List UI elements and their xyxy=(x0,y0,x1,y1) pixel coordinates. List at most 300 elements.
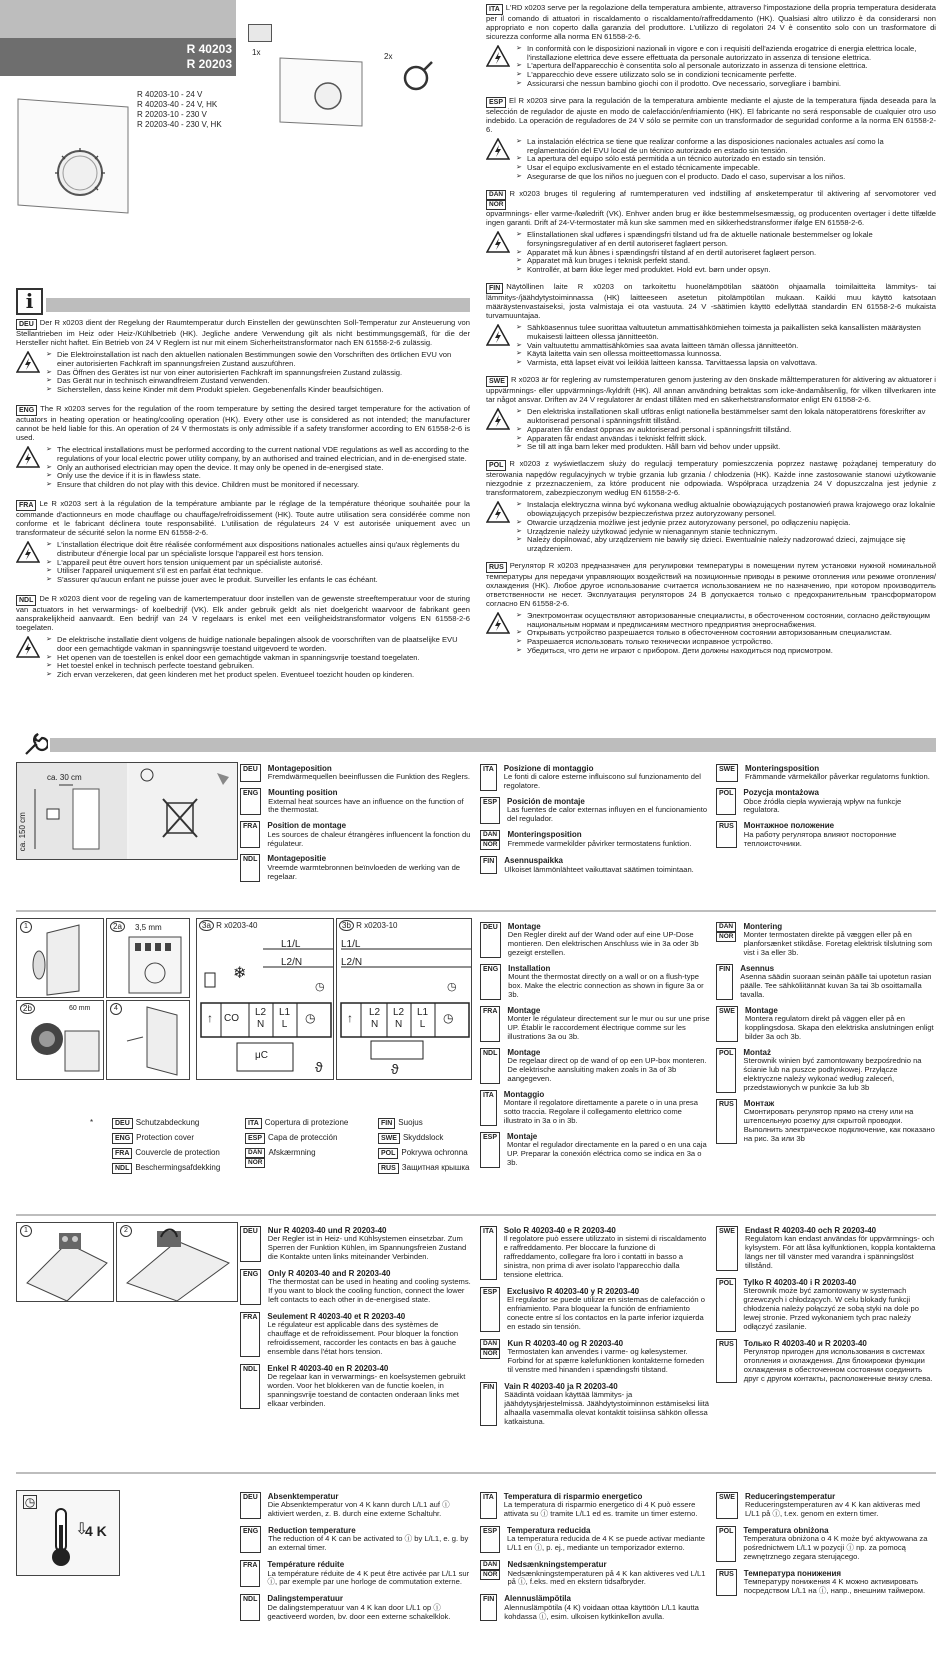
warning-item: ➢ Varmista, että lapset eivät voi leikkiä laitteen kanssa. Tarvittaessa lapsia on valvottava. xyxy=(516,359,936,368)
intro-eng xyxy=(16,405,470,490)
warning-block xyxy=(486,324,936,368)
fig-number: 1 xyxy=(20,1225,32,1237)
lang-label: ENG xyxy=(240,788,261,815)
dimension-label: 60 mm xyxy=(69,1005,91,1012)
intro-text: The R x0203 serves for the regulation of the room temperature by setting the desired target temperature for the activation of actuators in heating operation or heating/cooling operation (HK). Every other use is considered as not intended; the manufacturer cannot be held liable for this. An operation of 24 V thermostats is only admissible if a safety transformer according to EN 61558-2-6 is used. xyxy=(16,404,470,442)
entry-text: Fremmede varmekilder påvirker termostatens funktion. xyxy=(507,838,692,848)
entry-title: Montage xyxy=(744,1005,778,1015)
lang-label: DEU xyxy=(240,764,261,782)
lang-label: ITA xyxy=(245,1118,262,1129)
warning-item: ➢ The electrical installations must be performed according to the current national VDE regulations as well as according to the regulations of your local electric power utility company, by an authorised and trained electrician, and in de-energised state. xyxy=(46,446,470,464)
mounting-pos-col-3 xyxy=(716,764,936,854)
warning-item: ➢ Należy dopilnować, aby urządzeniem nie bawiły się dzieci. Ewentualnie należy nadzorować dzieci, zajmujące się urządzeniem. xyxy=(516,536,936,554)
entry-text: Il regolatore può essere utilizzato in sistemi di riscaldamento e raffreddamento. Per bloccare la funzione di raffreddamento, collegare fra loro i contatti in basso a sinistra, non prima di aver isolato l'apparecchio dalla tensione elettrica. xyxy=(503,1234,707,1279)
intro-text: El R x0203 sirve para la regulación de la temperatura ambiente mediante el ajuste de la temperatura fijada deseada para la selección de regulador de ajuste en modo de calefacción/enfriamiento (HK). El fabricante no será responsable de cualquier otro uso indebido. La operación de reguladores de 24 V sólo se permite con un transformador de seguridad conforme a la norma EN 61558-2-6. xyxy=(486,96,936,134)
lang-label: POL xyxy=(486,460,506,471)
entry-title: Montageposition xyxy=(267,764,332,773)
terminal-label: N xyxy=(370,1019,379,1030)
mounting-section-bar xyxy=(50,738,936,752)
entry-text: Monter termostaten direkte på væggen eller på en planforsænket stikdåse. Foretag elektrisk tilslutning som vist i 3a eller 3b. xyxy=(743,930,933,958)
entry-title: Монтажное положение xyxy=(743,821,835,831)
warning-item: ➢ In conformità con le disposizioni nazionali in vigore e con i requisiti dell'azienda erogatrice di energia elettrica locale, l'installazione elettrica deve essere effettuata da personale autorizzato in assenza di tensione elettrica. xyxy=(516,45,936,63)
arrow-up-icon: ↑ xyxy=(347,1011,353,1025)
variant-3: R 20203-10 - 230 V xyxy=(137,110,207,119)
electric-warning-icon xyxy=(486,138,510,160)
intro-pol xyxy=(486,460,936,554)
lang-label: RUS xyxy=(716,1339,737,1384)
warning-item: ➢ S'assurer qu'aucun enfant ne puisse jouer avec le produit. Surveiller les enfants le cas échéant. xyxy=(46,576,470,585)
entry-text: Las fuentes de calor externas influyen en el funcionamiento del regulador. xyxy=(507,805,708,824)
legend-text: Schutzabdeckung xyxy=(135,1118,200,1127)
cooling-fig-2 xyxy=(116,1222,238,1302)
entry-title: Enkel R 40203-40 en R 20203-40 xyxy=(267,1363,389,1373)
lang-label: FIN xyxy=(480,856,497,874)
intro-text: De R x0203 dient voor de regeling van de kamertemperatuur door instellen van de gewenste streeftemperatuur voor de sturing van actuators in het verwarmings- of koelbedrijf (VK). Elk ander gebruik geldt als niet doelgericht waarvoor de fabrikant geen aansprakelijkheid aanvaardt. Een bedrijf van 24 V regelaars is enkel met een veiligheidstransformator volgens EN 61558-2-6 toegelaten. xyxy=(16,594,470,632)
setback-value: 4 K xyxy=(85,1523,107,1539)
intro-swe xyxy=(486,376,936,452)
warning-block xyxy=(486,501,936,554)
fig-number: 2b xyxy=(20,1003,35,1014)
warning-block xyxy=(16,446,470,490)
warning-block xyxy=(486,231,936,275)
terminal-label: CO xyxy=(224,1013,239,1024)
lang-label: NOR xyxy=(480,840,500,850)
warning-item: ➢ Instalacja elektryczna winna być wykonana według aktualnie obowiązujących postanowień prawa krajowego oraz lokalnie obowiązujących przepisów bezpieczeństwa przez autoryzowany personel. xyxy=(516,501,936,519)
setback-entry xyxy=(716,1526,936,1562)
entry-text: Le fonti di calore esterne influiscono sul funzionamento del regolatore. xyxy=(503,772,701,791)
entry-text: La température réduite de 4 K peut être activée par L/L1 sur ⓘ, par exemple par une horloge de commutation externe. xyxy=(267,1568,470,1587)
cooling-entry xyxy=(240,1312,472,1357)
montage-entry xyxy=(716,1006,936,1042)
lang-label: ITA xyxy=(480,764,497,791)
intro-text: Регулятор R x0203 предназначен для регулировки температуры в помещении путем установки нужной номинальной температуры для передачи управляющих воздействий на позиционные приводы в режиме отопления или режиме отопления/охлаждения (HK). Любое другое использование считается использованием не по назначению, при котором производитель ответственности не несет. Эксплуатация регуляторов 24 В допускается только с предохранительным трансформатором согласно EN 61558-2-6. xyxy=(486,561,936,608)
entry-text: Ulkoiset lämmönlähteet vaikuttavat säätimen toimintaan. xyxy=(504,864,694,874)
legend-text: Pokrywa ochronna xyxy=(401,1148,468,1157)
intro-ndl xyxy=(16,595,470,680)
cooling-entry xyxy=(240,1364,472,1409)
footnote-star: * xyxy=(90,1118,94,1127)
lang-label: NDL xyxy=(16,595,36,606)
electric-warning-icon xyxy=(486,408,510,430)
terminal-label: L2 xyxy=(393,1007,405,1018)
intro-fra xyxy=(16,500,470,585)
legend-text: Suojus xyxy=(398,1118,423,1127)
entry-title: Endast R 40203-40 och R 20203-40 xyxy=(744,1226,877,1235)
mounting-pos-entry xyxy=(480,830,710,850)
setback-entry xyxy=(716,1569,936,1596)
lang-label: ENG xyxy=(16,405,37,416)
terminal-label: L1 xyxy=(279,1007,291,1018)
intro-esp xyxy=(486,97,936,182)
entry-title: Reduceringstemperatur xyxy=(744,1492,836,1501)
montage-col-1 xyxy=(480,922,712,1174)
lang-label: POL xyxy=(378,1148,398,1159)
entry-text: Der Regler ist in Heiz- und Kühlsystemen einsetzbar. Zum Sperren der Funktion Kühlen, im Spannungsfreien Zustand die Kontakte unten links miteinander Verbinden. xyxy=(267,1234,467,1262)
setback-entry xyxy=(716,1492,936,1519)
lang-label: POL xyxy=(716,1526,736,1562)
warning-block xyxy=(16,351,470,395)
montage-col-2 xyxy=(716,922,936,1150)
warning-item: ➢ De elektrische installatie dient volgens de huidige nationale bepalingen alsook de voorschriften van de plaatselijke EVU door een gemachtigde vakman in spanningsvrije toestand uitgevoerd te worden. xyxy=(46,636,470,654)
ring-accessory-icon xyxy=(402,58,436,92)
entry-title: Temperatura reducida xyxy=(507,1526,591,1536)
lang-label: ENG xyxy=(240,1526,261,1553)
lang-label: ESP xyxy=(486,97,506,108)
variant-1: R 40203-10 - 24 V xyxy=(137,90,203,99)
intro-text: Le R x0203 sert à la régulation de la température ambiante par le réglage de la température théorique souhaitée pour la commande d'actionneurs en mode chauffage ou chauffage/refroidissement (HK). Toute autre utilisation sera considérée comme non conforme et le fabricant déclinera toute responsabilité. L'utilisation de régulateurs 24 V est autorisée uniquement avec un transformateur de sécurité selon la norme EN 61558-2-6. xyxy=(16,499,470,537)
thermometer-icon xyxy=(47,1507,75,1569)
entry-text: Asenna säädin suoraan seinän päälle tai upotetun rasian päälle. Tee sähköliitännät kuvan 3a tai 3b osoittamalla tavalla. xyxy=(740,972,932,1000)
mounting-position-figure xyxy=(16,762,238,860)
warning-item: ➢ Разрешается использовать только технически исправное устройство. xyxy=(516,638,936,647)
electric-warning-icon xyxy=(16,351,40,373)
entry-text: Obce źródła ciepła wywierają wpływ na funkcje regulatora. xyxy=(743,796,902,815)
warning-item: ➢ Ensure that children do not play with this device. Children must be monitored if necessary. xyxy=(46,481,470,490)
variant-2: R 40203-40 - 24 V, HK xyxy=(137,100,218,109)
entry-title: Reduction temperature xyxy=(268,1526,356,1536)
lang-label: SWE xyxy=(486,376,508,387)
entry-title: Только R 40203-40 и R 20203-40 xyxy=(743,1338,867,1348)
fig-1 xyxy=(16,918,104,998)
package-icon xyxy=(248,24,272,42)
entry-text: Termostaten kan anvendes i varme- og kølesystemer. Forbind for at spærre kølefunktionen kontakterne forneden til venstre med hinanden i spændingsfri tilstand. xyxy=(507,1346,705,1374)
setback-entry xyxy=(480,1594,710,1621)
entry-title: Vain R 40203-40 ja R 20203-40 xyxy=(504,1381,618,1391)
warning-item: ➢ Apparaten får endast öppnas av auktoriserad personal i spänningsfritt tillstånd. xyxy=(516,426,936,435)
lang-label: DEU xyxy=(112,1118,133,1129)
entry-title: Nedsænkningstemperatur xyxy=(507,1560,607,1570)
mounting-pos-entry xyxy=(716,788,936,815)
mounting-pos-entry xyxy=(480,856,710,874)
temperature-symbol: ϑ xyxy=(315,1059,323,1075)
warning-item: ➢ L'appareil peut être ouvert hors tension uniquement par un spécialiste autorisé. xyxy=(46,559,470,568)
lang-label: ITA xyxy=(480,1090,497,1126)
warning-item: ➢ Käytä laitetta vain sen ollessa moitteettomassa kunnossa. xyxy=(516,350,936,359)
electric-warning-icon xyxy=(16,636,40,658)
warning-item: ➢ Открывать устройство разрешается только в обесточенном состоянии авторизованным специалистам. xyxy=(516,629,936,638)
lang-label: DAN xyxy=(480,830,500,840)
entry-text: Les sources de chaleur étrangères influencent la fonction du régulateur. xyxy=(267,829,471,848)
electric-warning-icon xyxy=(486,231,510,253)
thermostat-small-image xyxy=(278,56,368,128)
warning-block xyxy=(486,408,936,452)
snowflake-icon: ❄ xyxy=(233,965,247,982)
setback-col-3 xyxy=(716,1492,936,1602)
setback-col-2 xyxy=(480,1492,710,1627)
lang-label: NDL xyxy=(240,1594,260,1621)
setback-entry xyxy=(240,1594,472,1621)
montage-entry xyxy=(716,1099,936,1144)
entry-text: Die Absenktemperatur von 4 K kann durch L/L1 auf ⓘ aktiviert werden, z. B. durch eine externe Schaltuhr. xyxy=(267,1500,450,1519)
distance-label: ca. 30 cm xyxy=(47,773,82,782)
terminal-label: L2 xyxy=(255,1007,267,1018)
warning-item: ➢ Elinstallationen skal udføres i spændingsfri tilstand ud fra de aktuelle nationale bestemmelser og lokale forsyningsregulativer af en dertil autoriseret fagløert person. xyxy=(516,231,936,249)
terminal-label: L1/L xyxy=(281,939,301,950)
lang-label: DAN xyxy=(480,1560,500,1570)
lang-label: DEU xyxy=(480,922,501,958)
montage-entry xyxy=(716,922,936,958)
montage-entry xyxy=(480,1048,712,1084)
setback-entry xyxy=(480,1560,710,1587)
warning-item: ➢ Se till att inga barn leker med produkten. Håll barn vid behov under uppsikt. xyxy=(516,443,936,452)
lang-label: ENG xyxy=(480,964,501,1000)
entry-title: Only R 40203-40 and R 20203-40 xyxy=(268,1268,391,1278)
entry-text: Temperatura obniżona o 4 K może być aktywowana za pośrednictwem L/L1 w pozycji ⓘ np. za pomocą zewnętrznego zegara sterującego. xyxy=(743,1534,928,1562)
electric-warning-icon xyxy=(486,45,510,67)
setback-col-1 xyxy=(240,1492,472,1627)
lang-label: DAN xyxy=(486,190,506,200)
entry-text: De regelaar direct op de wand of op een UP-box monteren. De elektrische aansluiting maken zoals in 3a of 3b aangegeven. xyxy=(507,1056,707,1084)
lang-label: ENG xyxy=(112,1133,133,1144)
entry-text: Температуру понижения 4 K можно активировать посредством L/L1 на ⓘ, напр., внешним таймером. xyxy=(743,1577,926,1596)
warning-item: ➢ Utiliser l'appareil uniquement s'il est en parfait état technique. xyxy=(46,567,470,576)
intro-right-column xyxy=(486,4,936,656)
lang-label: FIN xyxy=(480,1594,497,1621)
entry-title: Solo R 40203-40 e R 20203-40 xyxy=(503,1226,616,1235)
lang-label: ENG xyxy=(240,1269,261,1305)
mounting-pos-entry xyxy=(240,854,472,881)
separator xyxy=(16,1214,936,1216)
legend-text: Защитная крышка xyxy=(401,1163,470,1172)
entry-title: Monteringsposition xyxy=(507,830,582,840)
entry-title: Seulement R 40203-40 et R 20203-40 xyxy=(267,1311,406,1321)
montage-entry xyxy=(480,922,712,958)
warning-item: ➢ Assicurarsi che nessun bambino giochi con il prodotto. Ove necessario, sorvegliare i bambini. xyxy=(516,80,936,89)
fig-number: 1 xyxy=(20,921,32,933)
cooling-fig-1 xyxy=(16,1222,114,1302)
intro-fin xyxy=(486,283,936,368)
legend-text: Afskærmning xyxy=(268,1148,316,1157)
entry-text: Regulatorn kan endast användas för uppvärmnings- och kylsystem. För att låsa kylfunktionen, koppla kontakterna längs ner till vänster med varandra i spänningslöst tillstånd. xyxy=(744,1234,936,1270)
lang-label: FRA xyxy=(240,821,260,848)
intro-text: R x0203 är för reglering av rumstemperaturen genom justering av den önskade målttemperaturen för aktivering av aktuatorer i uppvärmnings- eller uppvärmnings-/kyldrift (HK). All annan användning betraktas som icke-ändamålsenlig, för vilken tillverkaren inte tar något ansvar. Driften av 24 V regulatorer är endast tillåten med en säkerhetstransformator enligt EN 61558-2-6. xyxy=(486,375,936,404)
lang-label: FRA xyxy=(112,1148,132,1159)
terminal-label: N xyxy=(394,1019,403,1030)
model-title-bar xyxy=(0,38,236,76)
entry-text: Nedsænkningstemperaturen på 4 K kan aktiveres ved L/L1 på ⓘ, f.eks. med en ekstern tidsafbryder. xyxy=(507,1568,706,1587)
temperature-symbol: ϑ xyxy=(391,1061,399,1077)
lang-label: RUS xyxy=(378,1163,399,1174)
fig-number: 3b xyxy=(339,920,354,931)
setback-entry xyxy=(480,1492,710,1519)
intro-text: R x0203 z wyświetlaczem służy do regulacji temperatury pomieszczenia poprzez nastawę pożądanej temperatury do sterowania napędów regulacyjnych w trybie grzania lub grzania / chłodzenia (HK). Każde inne zastosowanie stanowi użytkowanie niezgodnie z przeznaczeniem, za które producent nie odpowiada. Współpraca urządzenia 24 V dopuszczalna jest jedynie z transformatorem, zabezpieczonym według EN 61558-2-6. xyxy=(486,459,936,497)
cooling-entry xyxy=(480,1382,710,1427)
entry-text: The reduction of 4 K can be activated to ⓘ by L/L1, e. g. by an external timer. xyxy=(268,1534,469,1553)
legend-text: Copertura di protezione xyxy=(264,1118,349,1127)
lang-label: NDL xyxy=(112,1163,132,1174)
entry-title: Installation xyxy=(508,963,551,973)
terminal-label: L xyxy=(419,1019,426,1030)
lang-label: ITA xyxy=(486,4,503,15)
entry-title: Asennuspaikka xyxy=(504,856,563,866)
montage-entry xyxy=(716,1048,936,1093)
entry-title: Montage xyxy=(507,1005,541,1015)
terminal-open-drawing xyxy=(17,1223,115,1303)
entry-text: Vreemde warmtebronnen beïnvloeden de werking van de regelaar. xyxy=(267,862,461,881)
lang-label: ESP xyxy=(245,1133,265,1144)
terminal-label: L1 xyxy=(417,1007,429,1018)
cooling-col-2 xyxy=(480,1226,710,1432)
fig-2a xyxy=(106,918,190,998)
entry-text: Främmande värmekällor påverkar regulatorns funktion. xyxy=(744,772,930,782)
entry-title: Alennuslämpötila xyxy=(504,1594,571,1604)
terminal-label: L xyxy=(281,1019,288,1030)
fig-number: 2a xyxy=(110,921,125,932)
microcontroller-label: μC xyxy=(255,1050,268,1061)
lang-label: NOR xyxy=(486,200,506,210)
entry-text: Le régulateur est applicable dans des systèmes de chauffage et de refroidissement. Pour bloquer la fonction refroidissement, raccorder les contacts en bas à gauche ensemble dans l'état hors tension. xyxy=(267,1320,459,1356)
lang-label: ITA xyxy=(480,1492,497,1519)
cooling-entry xyxy=(240,1226,472,1262)
mounting-pos-entry xyxy=(480,764,710,791)
cooling-entry xyxy=(480,1226,710,1280)
thermostat-large-image xyxy=(16,95,136,215)
lang-label: DAN xyxy=(245,1148,265,1158)
entry-title: Montaggio xyxy=(503,1089,545,1099)
entry-text: Reduceringstemperaturen av 4 K kan aktiveras med L/L1 på ⓘ, t.ex. genom en extern timer. xyxy=(744,1500,921,1519)
terminal-label: N xyxy=(256,1019,265,1030)
entry-text: Fremdwärmequellen beeinflussen die Funktion des Reglers. xyxy=(267,772,470,782)
entry-title: Температура понижения xyxy=(743,1569,842,1579)
entry-text: Montare il regolatore direttamente a parete o in una presa sotto traccia. Regolare il collegamento elettrico come illustrato in 3a o in 3b. xyxy=(503,1098,698,1126)
warning-item: ➢ Urządzenie należy użytkować jedynie w nienagannym stanie technicznym. xyxy=(516,528,936,537)
entry-title: Monteringsposition xyxy=(744,764,820,773)
entry-text: Alennuslämpötila (4 K) voidaan ottaa käyttöön L/L1 kautta kohdassa ⓘ, esim. ulkoisen kytkinkellon avulla. xyxy=(504,1602,699,1621)
lang-label: NOR xyxy=(716,932,736,942)
mounting-pos-entry xyxy=(480,797,710,824)
intro-text: Näytöllinen laite R x0203 on tarkoitettu huonelämpötilan säätöön ohjaamalla toimilaitteita lämmitys- tai lämmitys-/jäähdytystoiminnassa (HK) laitteeseen asetetun pitolämpötilan mukaan. Kaikki muu käyttö katsotaan määräystenvastaiseksi, josta valmistaja ei ota vastuuta. 24 V -säätimien käyttö edellyttää standardin EN 61558-2-6 mukaista turvamuuntajaa. xyxy=(486,282,936,320)
entry-title: Mounting position xyxy=(268,788,338,798)
circuit-3a xyxy=(196,918,334,1080)
lang-label: DAN xyxy=(716,922,736,932)
warning-item: ➢ Only an authorised electrician may open the device. It may only be opened in de-energised state. xyxy=(46,464,470,473)
lang-label: SWE xyxy=(716,764,738,782)
intro-text: L'RD x0203 serve per la regolazione della temperatura ambiente, attraverso l'impostazione della propria temperatura desiderata per il comando di attuatori in riscaldamento o riscaldamento/raffreddamento (HK). Qualsiasi altro utilizzo è da considerarsi non appropriato e non coperto dalla garanzia del produttore. L'utilizzo di regolatori 24 V è consentito solo con un trasformatore di sicurezza conforme alla norma EN 61558-2-6. xyxy=(486,3,936,41)
mounting-pos-col-2 xyxy=(480,764,710,880)
lang-label: FIN xyxy=(480,1382,497,1427)
entry-text: Sterownik winien być zamontowany bezpośrednio na ścianie lub na puszce podtynkowej. Przyłącze elektryczne należy wykonać według zaleceń, przedstawionych w punkcie 3a lub 3b xyxy=(743,1056,922,1092)
cooling-entry xyxy=(716,1278,936,1332)
entry-title: Température réduite xyxy=(267,1560,345,1570)
lang-label: RUS xyxy=(716,1569,737,1596)
warning-block xyxy=(16,541,470,585)
warning-item: ➢ L'installation électrique doit être réalisée conformément aux dispositions nationales actuelles ainsi qu'aux règlements du distributeur d'énergie local par un spécialiste lorsque l'appareil est hors tension. xyxy=(46,541,470,559)
warning-item: ➢ La instalación eléctrica se tiene que realizar conforme a las disposiciones nacionales actuales así como la reglamentación del EVU local de un técnico autorizado en estado sin tensión. xyxy=(516,138,936,156)
clock-icon: ◷ xyxy=(24,1495,36,1509)
warning-item: ➢ Apparatet må kun bruges i teknisk perfekt stand. xyxy=(516,257,936,266)
warning-block xyxy=(486,45,936,89)
electric-warning-icon xyxy=(16,541,40,563)
warning-item: ➢ La apertura del equipo sólo está permitida a un técnico autorizado en estado sin tensión. xyxy=(516,155,936,164)
entry-text: На работу регулятора влияют посторонние теплоисточники. xyxy=(743,829,897,848)
warning-item: ➢ Электромонтаж осуществляют авторизованные специалисты, в обесточенном состоянии, согласно действующим национальным нормам и предписаниям местного предприятия энергоснабжения. xyxy=(516,612,936,630)
warning-item: ➢ L'apparecchio deve essere utilizzato solo se in condizioni tecnicamente perfette. xyxy=(516,71,936,80)
wrench-icon xyxy=(22,732,48,758)
lang-label: NOR xyxy=(245,1158,265,1168)
entry-title: Dalingstemperatuur xyxy=(267,1594,343,1604)
legend-text: Protection cover xyxy=(136,1133,194,1142)
montage-entry xyxy=(480,1132,712,1168)
warning-item: ➢ Sicherstellen, dass keine Kinder mit dem Produkt spielen. Gegebenenfalls Kinder beaufsichtigen. xyxy=(46,386,470,395)
qty-2: 2x xyxy=(384,52,393,61)
setback-entry xyxy=(240,1492,472,1519)
variant-4: R 20203-40 - 230 V, HK xyxy=(137,120,222,129)
entry-text: Den Regler direkt auf der Wand oder auf eine UP-Dose montieren. Den elektrischen Anschluss wie in 3a oder 3b gezeigt erstellen. xyxy=(507,930,699,958)
lang-label: ESP xyxy=(480,1526,500,1553)
entry-title: Temperatura obniżona xyxy=(743,1526,829,1536)
arrow-up-icon: ↑ xyxy=(207,1011,213,1025)
lang-label: DAN xyxy=(480,1339,500,1349)
lang-label: FIN xyxy=(716,964,733,1000)
legend-text: Skyddslock xyxy=(402,1133,444,1142)
terminal-label: L2 xyxy=(369,1007,381,1018)
electric-warning-icon xyxy=(16,446,40,468)
intro-text: Der R x0203 dient der Regelung der Raumtemperatur durch Einstellen der gewünschten Soll-Temperatur zur Ansteuerung von Stellantrieben im Heiz oder Heiz-/Kühlbetrieb (HK). Jegliche andere Verwendung gilt als nicht bestimmungsgemäß, für die der Hersteller nicht haftet. Ein Betrieb von 24 V Reglern ist nur mit einem Sicherheitstransformator nach EN 61558-2-6 zulässig. xyxy=(16,318,470,347)
lang-label: SWE xyxy=(716,1226,738,1271)
cooling-entry xyxy=(716,1226,936,1271)
warning-item: ➢ Apparatet må kun åbnes i spændingsfri tilstand af en dertil autoriseret fagløert person. xyxy=(516,249,936,258)
lang-label: FRA xyxy=(480,1006,500,1042)
lang-label: NOR xyxy=(480,1349,500,1359)
terminal-bridge-drawing xyxy=(117,1223,239,1303)
montage-entry xyxy=(480,964,712,1000)
setback-entry xyxy=(240,1526,472,1553)
fig-number: 4 xyxy=(110,1003,122,1015)
entry-text: Смонтировать регулятор прямо на стену или на штепсельную розетку для скрытой проводки. Выполнить электрическое подключение, как показано на рис. 3a или 3b xyxy=(743,1107,935,1143)
entry-title: Montaje xyxy=(507,1131,538,1141)
lang-label: NDL xyxy=(480,1048,500,1084)
setback-entry xyxy=(240,1560,472,1587)
electric-warning-icon xyxy=(486,324,510,346)
entry-text: Säädintä voidaan käyttää lämmitys- ja jäähdytysjärjestelmissä. Jäähdytystoiminnon estämiseksi liitä alhaalla vasemmalla olevat kontaktit toisiinsa sähkön ollessa katkaistuna. xyxy=(504,1389,709,1426)
entry-title: Asennus xyxy=(740,963,775,973)
mounting-pos-entry xyxy=(716,764,936,782)
entry-title: Absenktemperatur xyxy=(267,1492,339,1501)
mounting-pos-entry xyxy=(240,788,472,815)
entry-title: Exclusivo R 40203-40 y R 20203-40 xyxy=(507,1286,640,1296)
clock-icon: ◷ xyxy=(443,1011,454,1025)
entry-text: Mount the thermostat directly on a wall or on a flush-type box. Make the electric connection as shown in figure 3a or 3b. xyxy=(508,972,704,1000)
entry-text: La temperatura reducida de 4 K se puede activar mediante L/L1 en ⓘ, p. ej., mediante un temporizador externo. xyxy=(507,1534,705,1553)
legend-text: Couvercle de protection xyxy=(135,1148,220,1157)
lang-label: DEU xyxy=(240,1492,261,1519)
warning-item: ➢ Vain valtuutettu ammattisähkömies saa avata laitteen tämän ollessa jännitteetön. xyxy=(516,342,936,351)
entry-text: De dalingstemperatuur van 4 K kan door L/L1 op ⓘ geactiveerd worden, bv. door een externe schakelklok. xyxy=(267,1602,451,1621)
lang-label: RUS xyxy=(716,821,737,848)
lang-label: FRA xyxy=(240,1312,260,1357)
mounting-pos-entry xyxy=(240,821,472,848)
warning-item: ➢ Die Elektroinstallation ist nach den aktuellen nationalen Bestimmungen sowie den Vorschriften des örtlichen EVU von einer autorisierten Fachkraft im spannungsfreien Zustand auszuführen. xyxy=(46,351,470,369)
lang-label: SWE xyxy=(378,1133,400,1144)
lang-label: POL xyxy=(716,788,736,815)
intro-ita xyxy=(486,4,936,89)
entry-title: Montage xyxy=(507,1047,541,1057)
intro-text: R x0203 bruges til regulering af rumtemperaturen ved indstilling af ønsketemperatur til aktivering af servomotorer ved opvarmnings- eller varme-/køledrift (VK). Enhver anden brug er ikke bestemmelsesmæssig, og producenten overtager i dette tilfælde ingen garanti. Drift af 24-V-termostater må kun ske sammen med en sikkerhedstransformer ifølge EN 61558-2-6. xyxy=(486,189,936,227)
entry-text: Monter le régulateur directement sur le mur ou sur une prise UP. Établir le raccordement électrique comme sur les illustrations 3a ou 3b. xyxy=(507,1014,710,1042)
warning-item: ➢ Apparaten får endast användas i tekniskt felfritt skick. xyxy=(516,435,936,444)
lang-label: FRA xyxy=(240,1560,260,1587)
warning-item: ➢ Het toestel enkel in technisch perfecte toestand gebruiken. xyxy=(46,662,470,671)
legend-text: Capa de protección xyxy=(268,1133,338,1142)
clock-icon: ◷ xyxy=(305,1011,316,1025)
lang-label: NDL xyxy=(240,1364,260,1409)
model-b: R 20203 xyxy=(186,57,232,71)
fig-number: 3a xyxy=(199,920,214,931)
fig-title: R x0203-10 xyxy=(356,921,398,930)
entry-text: The thermostat can be used in heating and cooling systems. If you want to block the cooling function, connect the lower left contacts to each other in de-energised state. xyxy=(268,1277,471,1305)
legend-text: Beschermingsafdekking xyxy=(135,1163,221,1172)
entry-text: La temperatura di risparmio energetico di 4 K può essere attivata su ⓘ tramite L/L1 ed es. tramite un timer esterno. xyxy=(503,1500,698,1519)
